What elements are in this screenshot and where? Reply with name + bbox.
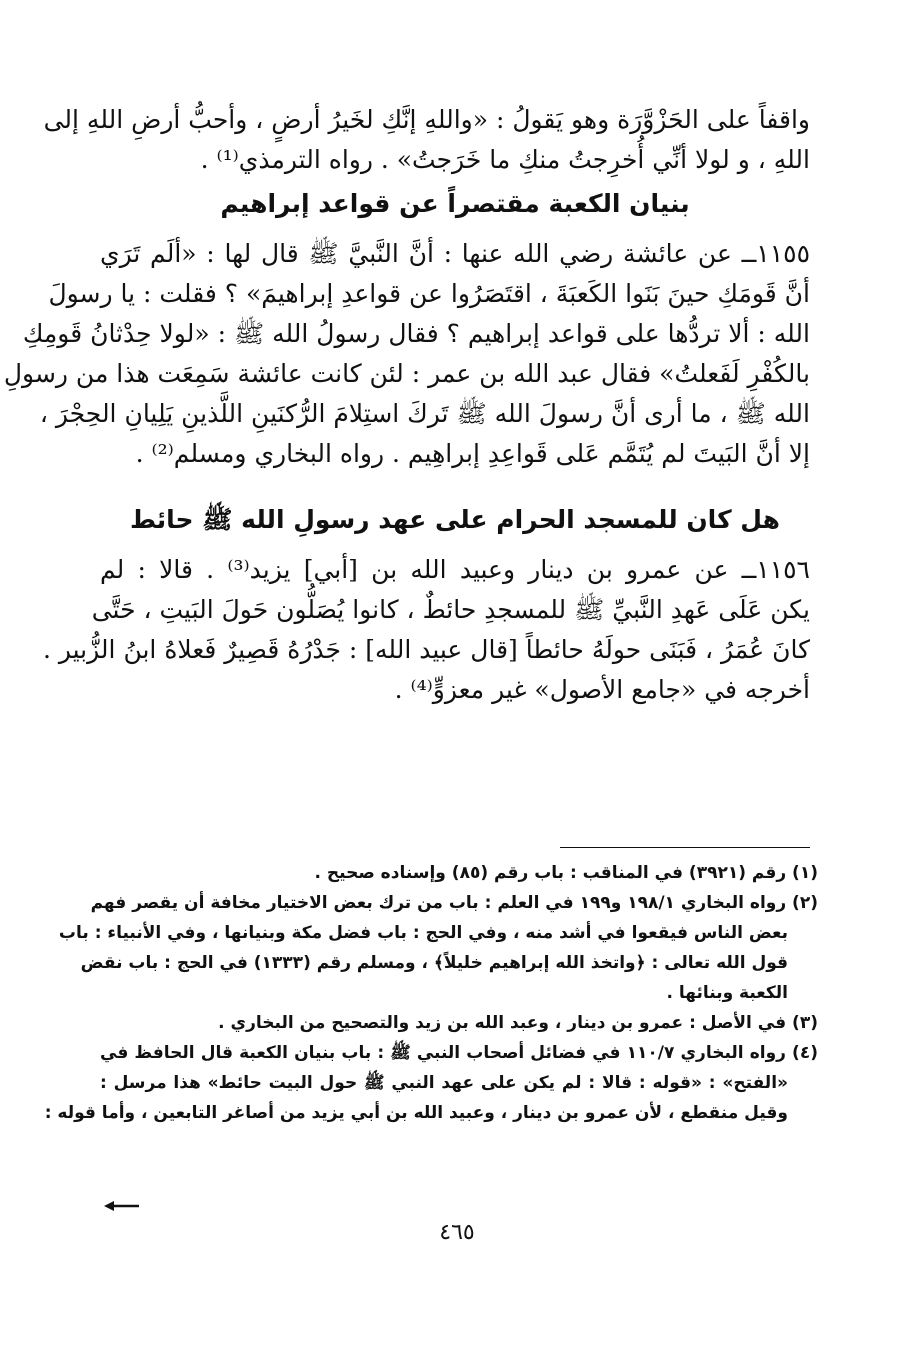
text-line: إلا أنَّ البَيتَ لم يُتَمَّم عَلى قَواعِدِ إبراهِيم . رواه البخاري ومسلم⁽²⁾ . [135,439,810,468]
footnote-line: «الفتح» : «قوله : قالا : لم يكن على عهد النبي ﷺ حول البيت حائط» هذا مرسل : [100,1073,788,1093]
hadith-1155 [3,234,810,474]
main-text [3,100,810,710]
text-line: ١١٥٦ــ عن عمرو بن دينار وعبيد الله بن [أبي] يزيد⁽³⁾ . قالا : لم [100,555,810,584]
text-line: اللهِ ، و لولا أنِّي أُخرِجتُ منكِ ما خَرَجتُ» . رواه الترمذي⁽¹⁾ . [200,145,810,174]
footnote-3 [100,1008,818,1038]
hadith-1156 [42,550,810,710]
text-line: كانَ عُمَرُ ، فَبَنَى حولَهُ حائطاً [قال عبيد الله] : جَدْرُهُ قَصِيرٌ فَعلاهُ ابنُ الزُّبير . [42,635,810,664]
text-line: أخرجه في «جامع الأصول» غير معزوٍّ⁽⁴⁾ . [394,675,810,704]
footnote-separator [560,847,810,848]
footnote-line: (١) رقم (٣٩٢١) في المناقب : باب رقم (٨٥) وإسناده صحيح . [314,863,818,883]
footnote-line: (٢) رواه البخاري ١٩٨/١ و١٩٩ في العلم : باب من ترك بعض الاختيار مخافة أن يقصر فهم [90,893,818,913]
footnote-line: (٤) رواه البخاري ١١٠/٧ في فضائل أصحاب النبي ﷺ : باب بنيان الكعبة قال الحافظ في [100,1043,818,1063]
footnote-line: قول الله تعالى : ﴿واتخذ الله إبراهيم خليلاً﴾ ، ومسلم رقم (١٣٣٣) في الحج : باب نقض [80,953,788,973]
text-line: يكن عَلَى عَهدِ النَّبيِّ ﷺ للمسجدِ حائطٌ ، كانوا يُصَلُّون حَولَ البَيتِ ، حَتَّى [91,595,810,624]
text-line: أنَّ قَومَكِ حينَ بَنَوا الكَعبَةَ ، اقتَصَرُوا عن قواعدِ إبراهيمَ» ؟ فقلت : يا رسولَ [48,279,810,308]
arrow-left-icon [104,1196,140,1218]
footnote-1 [100,858,818,888]
footnote-line: الكعبة وبنائها . [666,983,788,1003]
section-heading-kaaba-building: بنيان الكعبة مقتصراً عن قواعد إبراهيم [220,189,690,218]
text-line: واقفاً على الحَزْوَّرَة وهو يَقولُ : «واللهِ إنَّكِ لخَيرُ أرضٍ ، وأحبُّ أرضِ اللهِ إلى [43,105,810,134]
section-heading-mosque-wall: هل كان للمسجد الحرام على عهد رسولِ الله ﷺ حائط [130,505,780,534]
footnotes [44,858,818,1128]
text-line: الله : ألا تردُّها على قواعد إبراهيم ؟ فقال رسولُ الله ﷺ : «لولا حِدْثانُ قَومِكِ [22,319,810,348]
page-number: ٤٦٥ [439,1220,475,1245]
intro-paragraph [43,100,810,180]
footnote-line: بعض الناس فيقعوا في أشد منه ، وفي الحج : باب فضل مكة وبنيانها ، وفي الأنبياء : باب [58,923,788,943]
footnote-line: وقيل منقطع ، لأن عمرو بن دينار ، وعبيد الله بن أبي يزيد من أصاغر التابعين ، وأما قوله : [44,1103,788,1123]
text-line: ١١٥٥ــ عن عائشة رضي الله عنها : أنَّ النَّبيَّ ﷺ قال لها : «ألَم تَرَي [100,239,810,268]
text-line: الله ﷺ ، ما أرى أنَّ رسولَ الله ﷺ تَركَ استِلامَ الرُّكنَينِ اللَّذينِ يَلِيانِ الحِجْرَ ، [39,399,810,428]
footnote-4 [44,1038,818,1128]
text-line: بالكُفْرِ لَفَعلتُ» فقال عبد الله بن عمر : لئن كانت عائشة سَمِعَت هذا من رسولِ [3,359,810,388]
footnote-2 [58,888,818,1008]
footnote-line: (٣) في الأصل : عمرو بن دينار ، وعبد الله بن زيد والتصحيح من البخاري . [218,1013,818,1033]
